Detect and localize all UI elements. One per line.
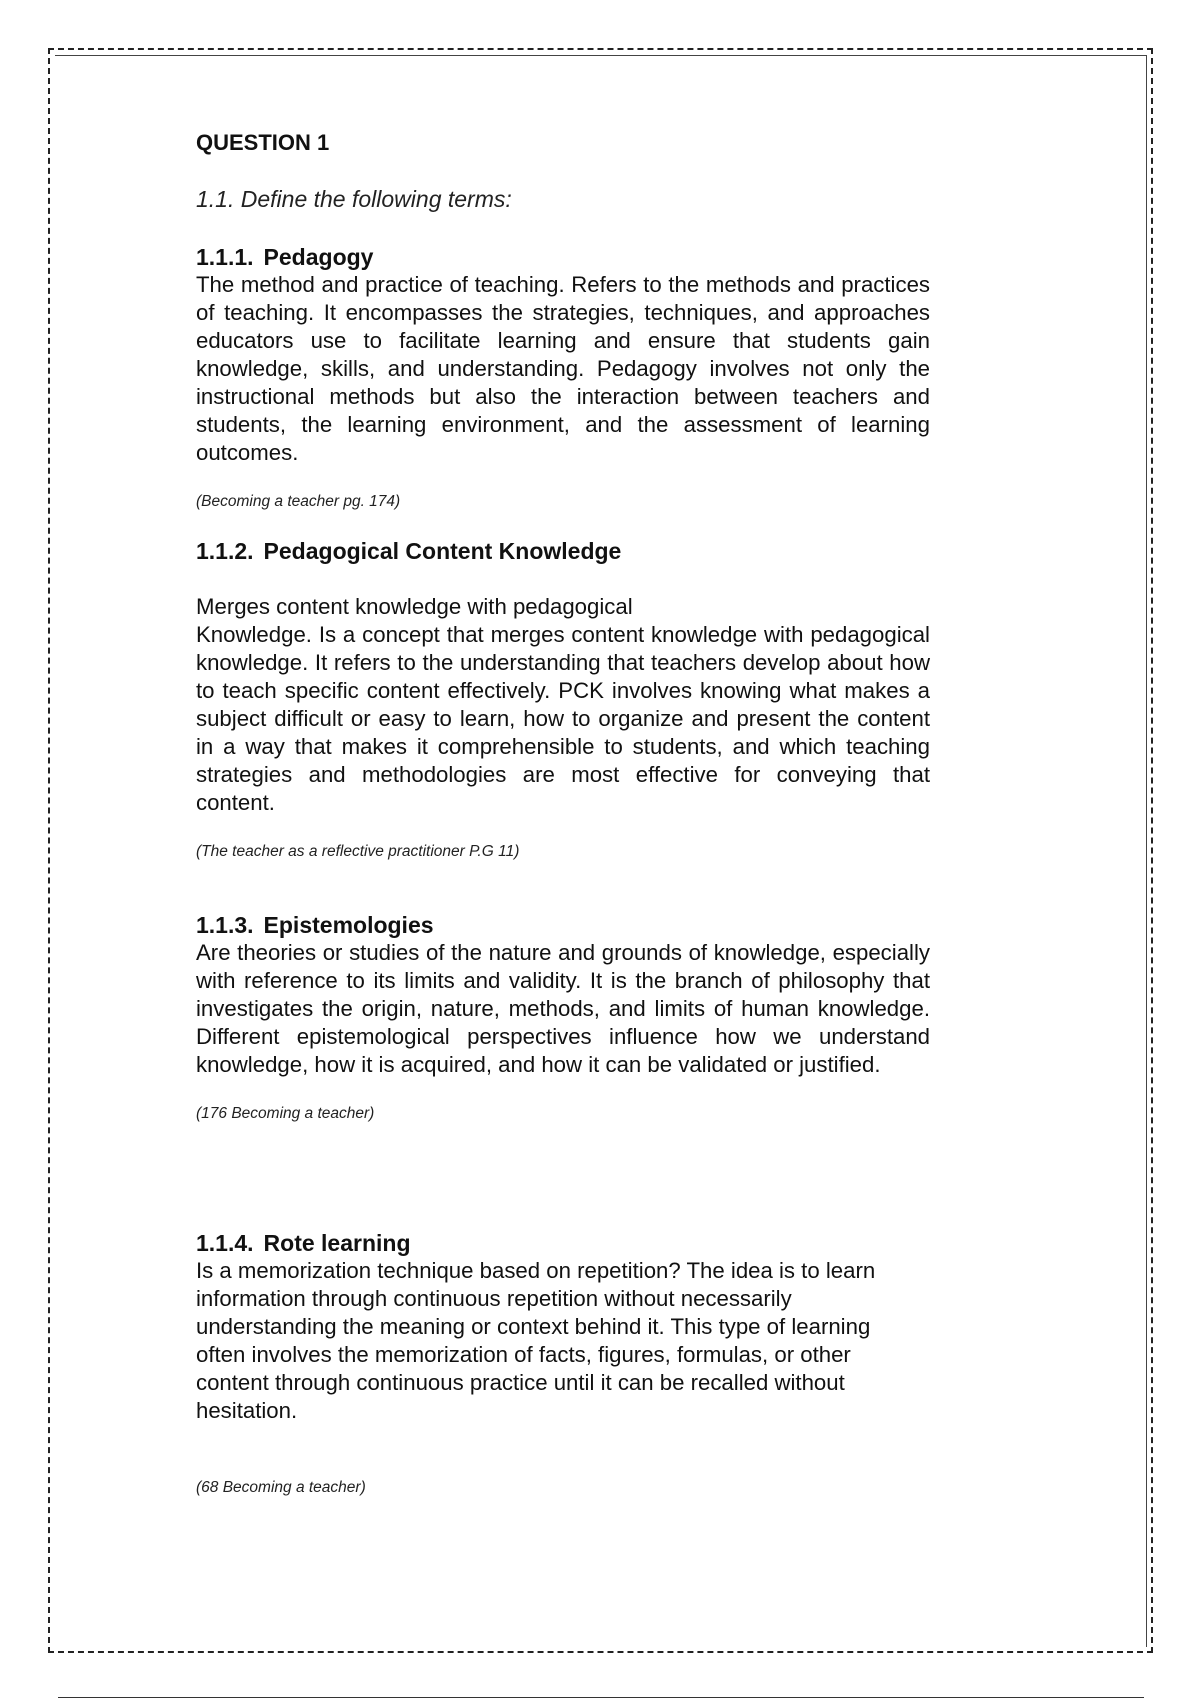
section-title: Rote learning bbox=[263, 1230, 411, 1256]
section-lead: Merges content knowledge with pedagogical bbox=[196, 594, 633, 619]
section-title: Pedagogy bbox=[263, 244, 374, 270]
section-number: 1.1.2. bbox=[196, 538, 254, 564]
section-number: 1.1.3. bbox=[196, 912, 254, 938]
section-heading bbox=[196, 537, 930, 565]
section-heading bbox=[196, 911, 930, 939]
section-number: 1.1.1. bbox=[196, 244, 254, 270]
section-pedagogy bbox=[196, 243, 930, 511]
section-citation: (The teacher as a reflective practitioner P.G 11) bbox=[196, 843, 520, 860]
section-body: Is a memorization technique based on repetition? The idea is to learn information through continuous repetition without necessarily understanding the meaning or context behind it. This type of learning often involves the memorization of facts, figures, formulas, or other content through continuous practice until it can be recalled without hesitation. bbox=[196, 1258, 876, 1423]
section-body: Are theories or studies of the nature and grounds of knowledge, especially with reference to its limits and validity. It is the branch of philosophy that investigates the origin, nature, methods, and limits of human knowledge. Different epistemological perspectives influence how we understand knowledge, how it is acquired, and how it can be validated or justified. bbox=[196, 940, 930, 1077]
document-content bbox=[196, 130, 930, 1497]
section-body: Knowledge. Is a concept that merges content knowledge with pedagogical knowledge. It refers to the understanding that teachers develop about how to teach specific content effectively. PCK involves knowing what makes a subject difficult or easy to learn, how to organize and present the content in a way that makes it comprehensible to students, and which teaching strategies and methodologies are most effective for conveying that content. bbox=[196, 622, 930, 815]
question-title: QUESTION 1 bbox=[196, 130, 330, 155]
section-title: Epistemologies bbox=[263, 912, 434, 938]
question-subtitle: 1.1. Define the following terms: bbox=[196, 186, 512, 212]
section-body: The method and practice of teaching. Refers to the methods and practices of teaching. It encompasses the strategies, techniques, and approaches educators use to facilitate learning and ensure that students gain knowledge, skills, and understanding. Pedagogy involves not only the instructional methods but also the interaction between teachers and students, the learning environment, and the assessment of learning outcomes. bbox=[196, 272, 930, 465]
section-heading bbox=[196, 243, 930, 271]
section-number: 1.1.4. bbox=[196, 1230, 254, 1256]
section-citation: (Becoming a teacher pg. 174) bbox=[196, 493, 401, 510]
section-citation: (176 Becoming a teacher) bbox=[196, 1105, 375, 1122]
section-citation: (68 Becoming a teacher) bbox=[196, 1479, 366, 1496]
footer-rule bbox=[58, 1697, 1144, 1698]
section-epistemologies bbox=[196, 911, 930, 1123]
section-pck bbox=[196, 537, 930, 861]
section-rote-learning bbox=[196, 1229, 930, 1497]
section-title: Pedagogical Content Knowledge bbox=[263, 538, 622, 564]
section-heading bbox=[196, 1229, 930, 1257]
